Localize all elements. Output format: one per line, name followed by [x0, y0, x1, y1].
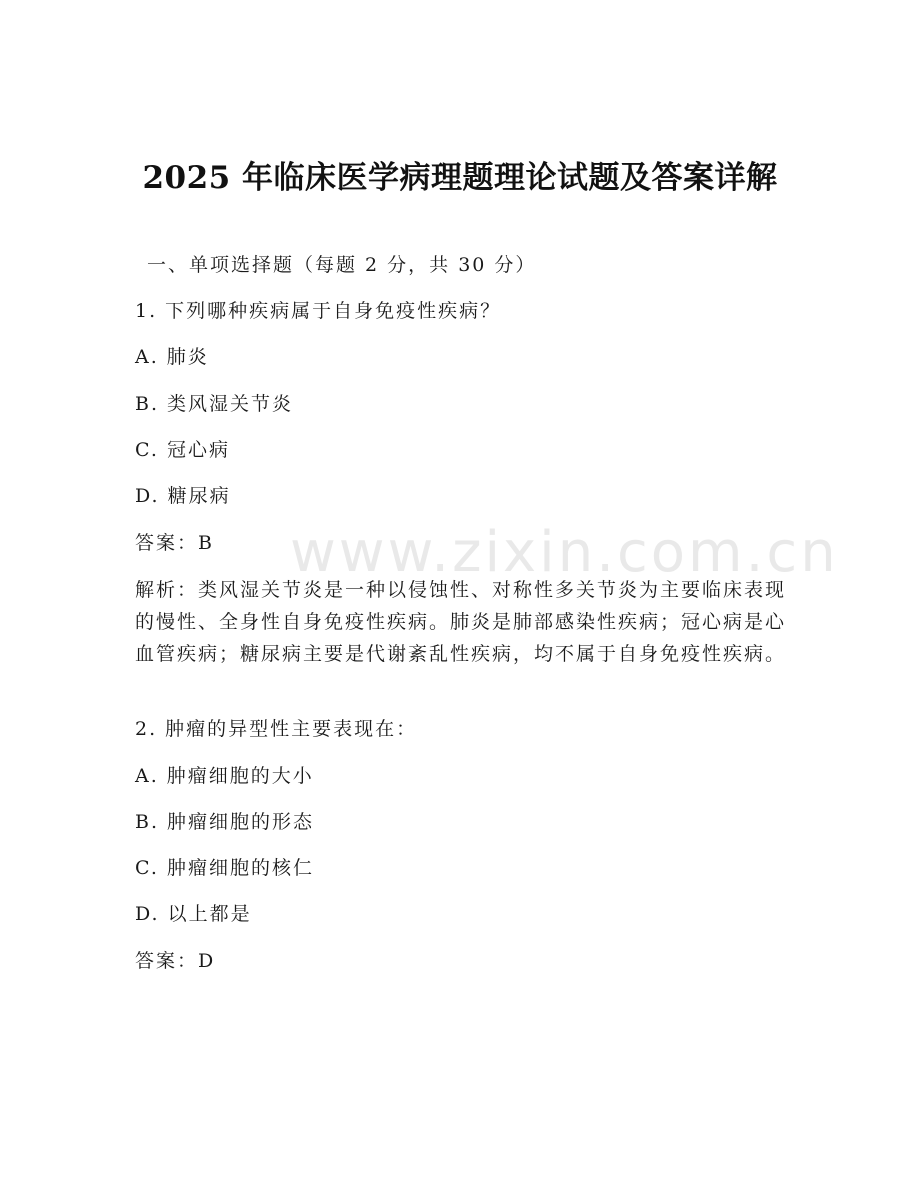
question-1-option-b: B. 类风湿关节炎: [135, 393, 294, 415]
question-1-answer: 答案：B: [135, 532, 214, 554]
question-2-option-c: C. 肿瘤细胞的核仁: [135, 857, 314, 879]
section-heading: 一、单项选择题（每题 2 分，共 30 分）: [147, 254, 537, 276]
question-2-answer: 答案：D: [135, 950, 216, 972]
question-2-option-d: D. 以上都是: [135, 903, 252, 925]
document-title: 2025 年临床医学病理题理论试题及答案详解: [142, 160, 778, 196]
question-2-option-b: B. 肿瘤细胞的形态: [135, 811, 315, 833]
watermark: www.zixin.com.cn: [290, 520, 839, 585]
question-1-option-a: A. 肺炎: [135, 346, 209, 368]
question-2-stem: 2. 肿瘤的异型性主要表现在：: [135, 718, 418, 740]
question-2-option-a: A. 肿瘤细胞的大小: [135, 765, 314, 787]
question-1-explanation: 解析：类风湿关节炎是一种以侵蚀性、对称性多关节炎为主要临床表现的慢性、全身性自身免疫性疾病。肺炎是肺部感染性疾病；冠心病是心血管疾病；糖尿病主要是代谢紊乱性疾病，均不属于自身免疫性疾病。: [135, 579, 787, 665]
question-1-option-d: D. 糖尿病: [135, 485, 231, 507]
question-1-stem: 1. 下列哪种疾病属于自身免疫性疾病？: [135, 300, 502, 322]
question-1-option-c: C. 冠心病: [135, 439, 230, 461]
